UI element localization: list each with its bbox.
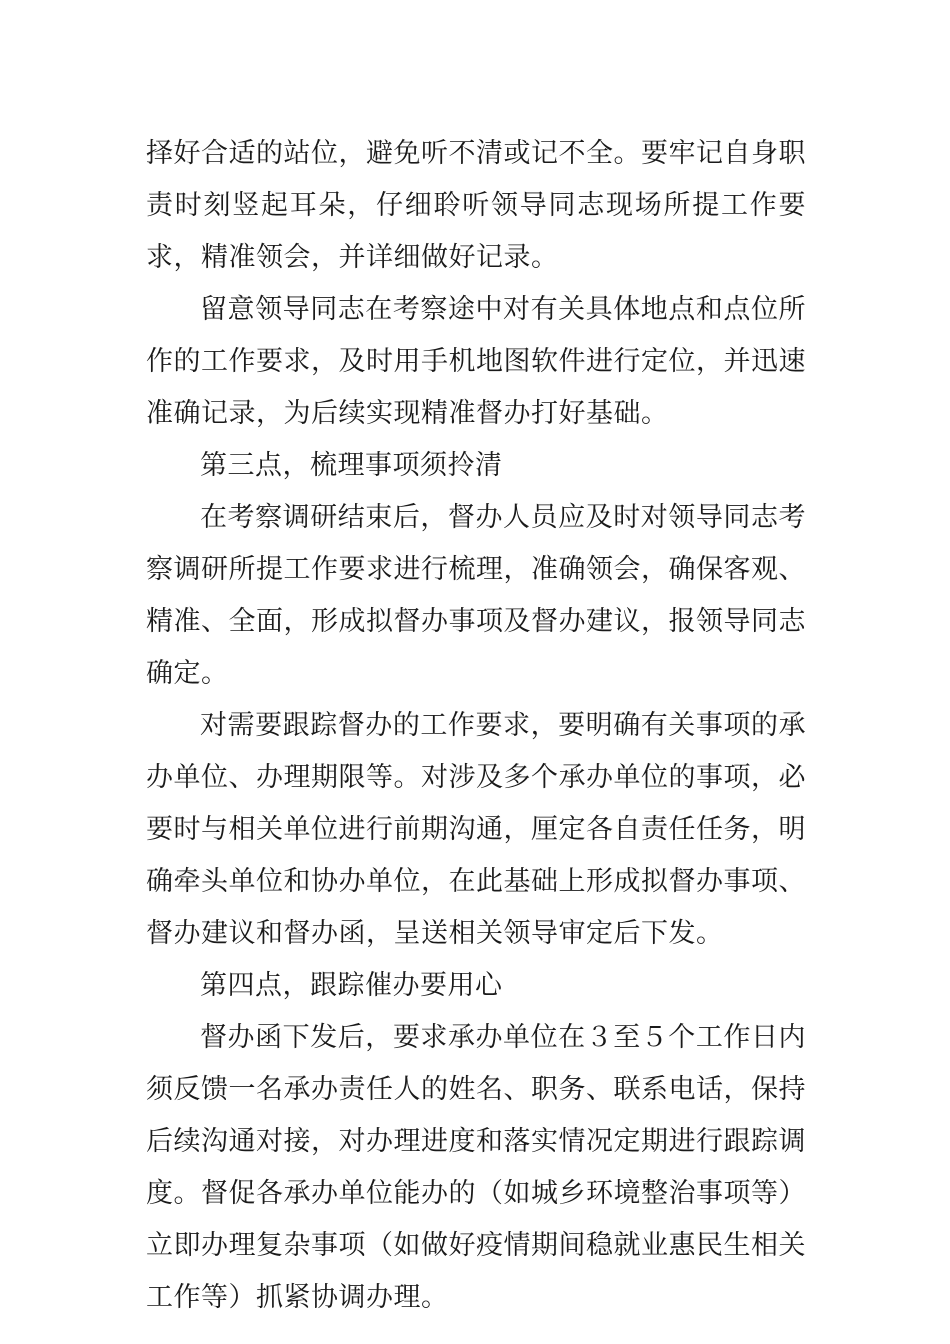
- section-heading-3: 第三点，梳理事项须拎清: [200, 450, 503, 481]
- document-body: [146, 128, 806, 1324]
- paragraph-follow-up: 督办函下发后，要求承办单位在３至５个工作日内须反馈一名承办责任人的姓名、职务、联系电话，保持后续沟通对接，对办理进度和落实情况定期进行跟踪调度。督促各承办单位能办的（如城乡环境整治事项等）立即办理复杂事项（如做好疫情期间稳就业惠民生相关工作等）抓紧协调办理。: [146, 1022, 806, 1313]
- paragraph-clarify-units: 对需要跟踪督办的工作要求，要明确有关事项的承办单位、办理期限等。对涉及多个承办单位的事项，必要时与相关单位进行前期沟通，厘定各自责任任务，明确牵头单位和协办单位，在此基础上形成拟督办事项、督办建议和督办函，呈送相关领导审定后下发。: [146, 710, 806, 949]
- paragraph-sort-requirements: 在考察调研结束后，督办人员应及时对领导同志考察调研所提工作要求进行梳理，准确领会，确保客观、精准、全面，形成拟督办事项及督办建议，报领导同志确定。: [146, 502, 806, 689]
- paragraph-location-notes: 留意领导同志在考察途中对有关具体地点和点位所作的工作要求，及时用手机地图软件进行定位，并迅速准确记录，为后续实现精准督办打好基础。: [146, 294, 806, 429]
- paragraph-continued: 择好合适的站位，避免听不清或记不全。要牢记自身职责时刻竖起耳朵，仔细聆听领导同志现场所提工作要求，精准领会，并详细做好记录。: [146, 138, 806, 273]
- section-heading-4: 第四点，跟踪催办要用心: [200, 970, 503, 1001]
